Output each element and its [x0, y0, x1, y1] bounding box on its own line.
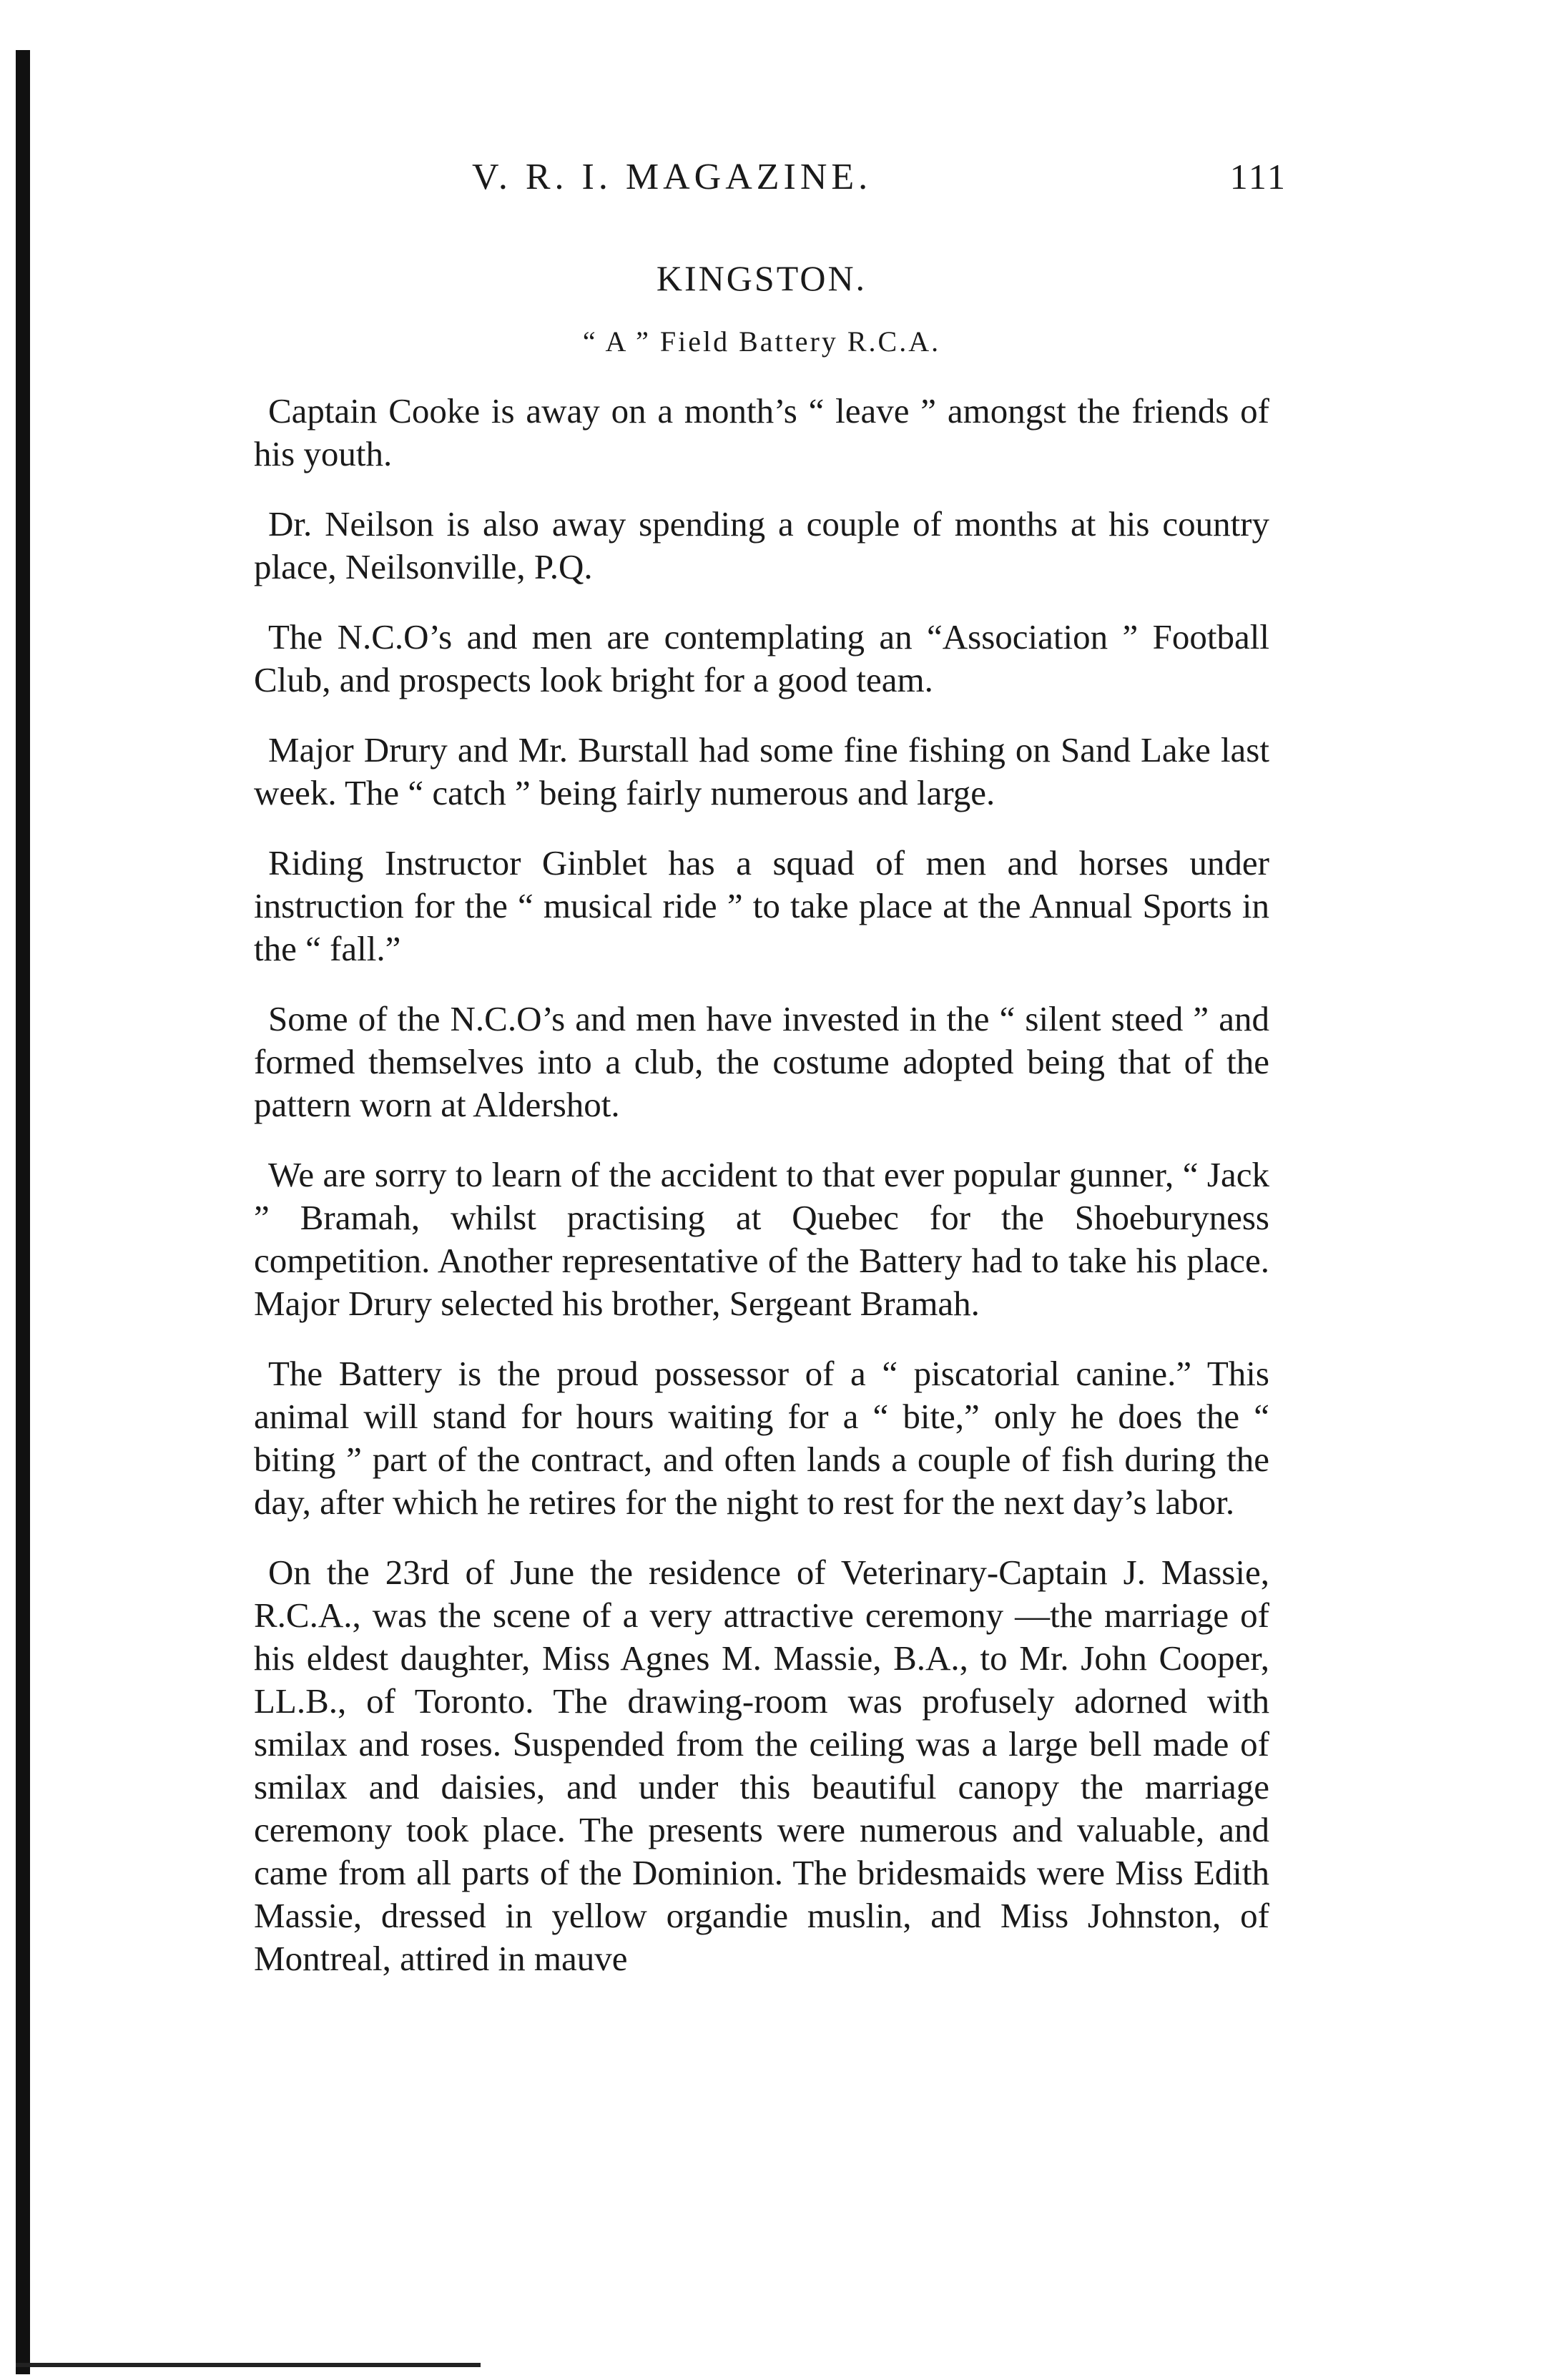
page-edge-bottom-shadow	[16, 2363, 481, 2367]
section-title: KINGSTON.	[656, 258, 867, 298]
running-head: V. R. I. MAGAZINE.	[472, 157, 872, 197]
paragraph-football-club: The N.C.O’s and men are contemplating an “Association ” Football Club, and prospects look bright for a good team.	[254, 617, 1269, 699]
paragraph-marriage: On the 23rd of June the residence of Veterinary-Captain J. Massie, R.C.A., was the scene of a very attractive ceremony —the marriage of his eldest daughter, Miss Agnes M. Massie, B.A., to Mr. John Cooper, LL.B., of Toronto. The drawing-room was profusely adorned with smilax and roses. Suspended from the ceiling was a large bell made of smilax and daisies, and under this beautiful canopy the marriage ceremony took place. The presents were numerous and valuable, and came from all parts of the Dominion. The bridesmaids were Miss Edith Massie, dressed in yellow organdie muslin, and Miss Johnston, of Montreal, attired in mauve	[254, 1553, 1269, 1978]
paragraph-musical-ride: Riding Instructor Ginblet has a squad of men and horses under instruction for the “ musical ride ” to take place at the Annual Sports in the “ fall.”	[254, 843, 1269, 968]
paragraph-piscatorial-canine: The Battery is the proud possessor of a “ piscatorial canine.” This animal will stand for hours waiting for a “ bite,” only he does the “ biting ” part of the contract, and often lands a couple of fish during the day, after which he retires for the night to rest for the next day’s labor.	[254, 1354, 1269, 1522]
paragraph-captain-cooke: Captain Cooke is away on a month’s “ leave ” amongst the friends of his youth.	[254, 391, 1269, 473]
page-header	[472, 156, 1287, 206]
page-edge-shadow	[16, 50, 30, 2374]
paragraph-fishing: Major Drury and Mr. Burstall had some fine fishing on Sand Lake last week. The “ catch ” being fairly numerous and large.	[254, 730, 1269, 812]
paragraph-dr-neilson: Dr. Neilson is also away spending a couple of months at his country place, Neilsonville, P.Q.	[254, 504, 1269, 586]
paragraph-silent-steed: Some of the N.C.O’s and men have invested in the “ silent steed ” and formed themselves into a club, the costume adopted being that of the pattern worn at Aldershot.	[254, 999, 1269, 1124]
article-body	[254, 257, 1269, 2007]
paragraph-accident: We are sorry to learn of the accident to that ever popular gunner, “ Jack ” Bramah, whilst practising at Quebec for the Shoeburyness competition. Another representative of the Battery had to take his place. Major Drury selected his brother, Sergeant Bramah.	[254, 1155, 1269, 1323]
section-subtitle: “ A ” Field Battery R.C.A.	[582, 325, 941, 358]
page-number: 111	[1229, 157, 1287, 197]
